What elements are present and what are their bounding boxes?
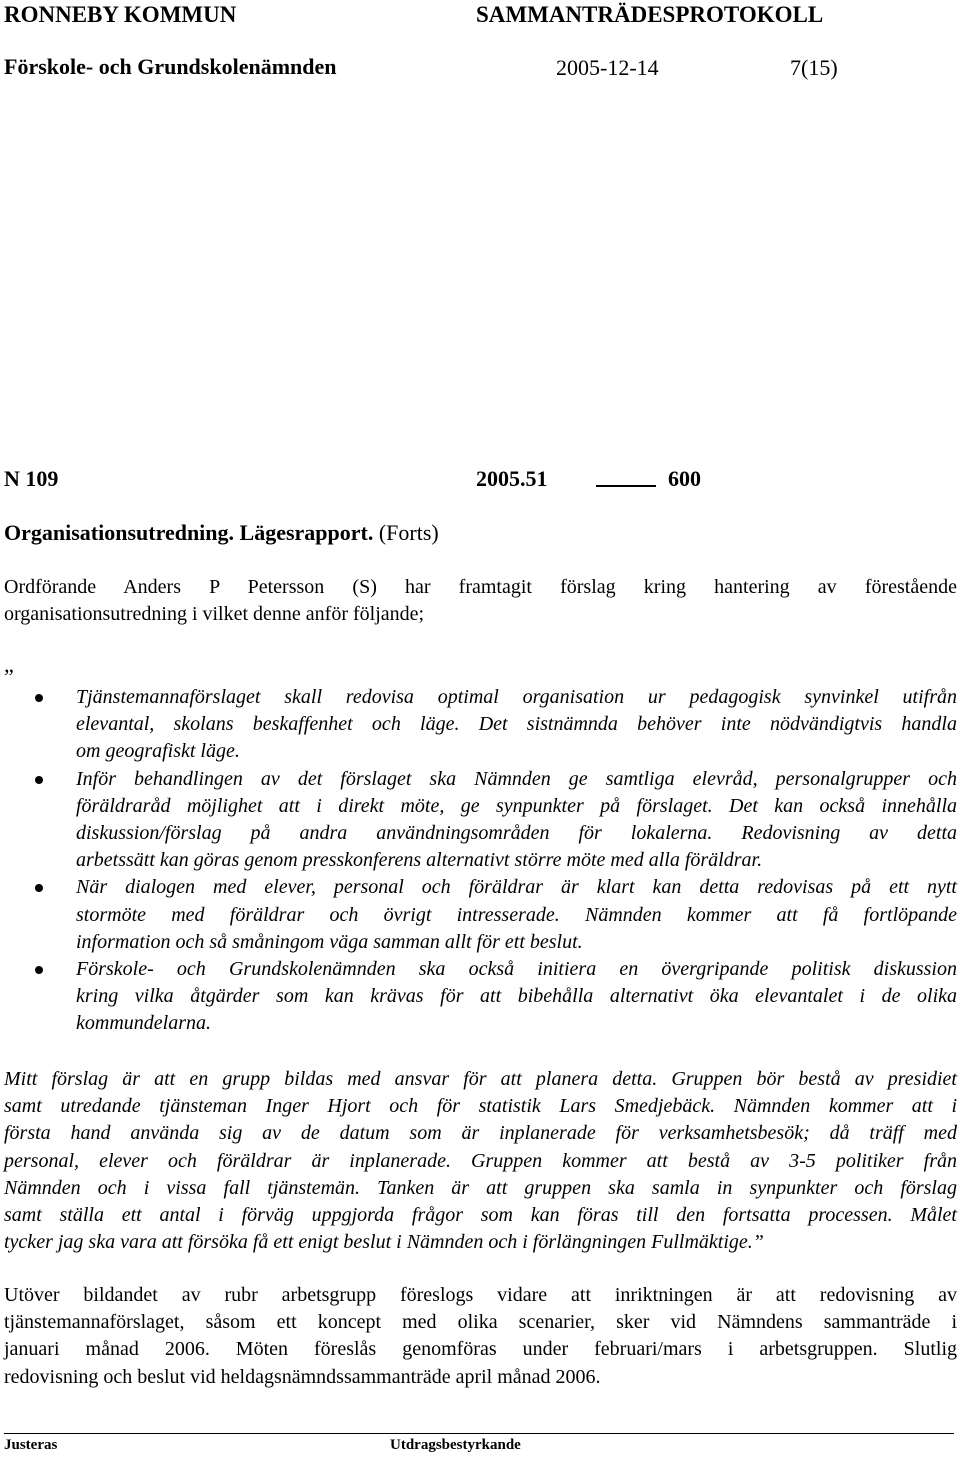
text-line: information och så småningom väga samman allt för ett beslut. <box>76 930 583 953</box>
text-line: organisationsutredning i vilket denne anför följande; <box>4 603 425 626</box>
text-line: första hand använda sig av de datum som är inplanerade för verksamhetsbesök; då träff med <box>4 1122 957 1145</box>
bullet-icon <box>35 776 43 784</box>
bullet-item <box>0 766 957 875</box>
municipality-name: RONNEBY KOMMUN <box>4 2 237 27</box>
text-line: samt utredande tjänsteman Inger Hjort och för statistik Lars Smedjebäck. Nämnden kommer att i <box>4 1095 957 1118</box>
meeting-date: 2005-12-14 <box>556 55 659 80</box>
section-code: 600 <box>668 466 701 491</box>
intro-paragraph <box>4 574 957 628</box>
text-line: tycker jag ska vara att försöka få ett enigt beslut i Nämnden och i förlängningen Fullmäktige.” <box>4 1231 764 1254</box>
closing-paragraph <box>4 1282 957 1391</box>
text-line: kring vilka åtgärder som kan krävas för att bibehålla alternativt öka elevantalet i de olika <box>76 985 957 1008</box>
bullet-icon <box>35 884 43 892</box>
text-line: om geografiskt läge. <box>76 740 240 763</box>
text-line: Ordförande Anders P Petersson (S) har framtagit förslag kring hantering av förestående <box>4 576 957 598</box>
bullet-item <box>0 956 957 1038</box>
text-line: elevantal, skolans beskaffenhet och läge. Det sistnämnda behöver inte nödvändigtvis handla <box>76 713 957 736</box>
text-line: arbetssätt kan göras genom presskonferens alternativt större möte med alla föräldrar. <box>76 849 763 872</box>
bullet-icon <box>35 966 43 974</box>
open-quote: „ <box>4 652 14 677</box>
bullet-list <box>0 684 960 1037</box>
section-number: N 109 <box>4 466 59 491</box>
board-name: Förskole- och Grundskolenämnden <box>4 54 337 79</box>
protocol-type: SAMMANTRÄDESPROTOKOLL <box>476 2 824 27</box>
footer-divider <box>4 1433 954 1434</box>
text-line: Mitt förslag är att en grupp bildas med ansvar för att planera detta. Gruppen bör bestå av presidiet <box>4 1068 957 1090</box>
text-line: diskussion/förslag på andra användningsområden för lokalerna. Redovisning av detta <box>76 821 957 844</box>
section-title-forts: (Forts) <box>378 520 439 545</box>
justeras-label: Justeras <box>4 1437 58 1453</box>
text-line: stormöte med föräldrar och övrigt intresserade. Nämnden kommer att få fortlöpande <box>76 903 957 926</box>
text-line: Inför behandlingen av det förslaget ska Nämnden ge samtliga elevråd, personalgrupper och <box>76 767 957 790</box>
section-title <box>4 520 439 546</box>
text-line: Nämnden och i vissa fall tjänstemän. Tanken är att gruppen ska samla in synpunkter och förslag <box>4 1176 957 1199</box>
page-number: 7(15) <box>790 55 838 80</box>
text-line: redovisning och beslut vid heldagsnämndssammanträde april månad 2006. <box>4 1365 601 1388</box>
diary-number: 2005.51 <box>476 466 548 491</box>
text-line: tjänstemannaförslaget, såsom ett koncept med olika scenarier, sker vid Nämndens sammanträde i <box>4 1311 957 1334</box>
bullet-item <box>0 684 957 766</box>
text-line: januari månad 2006. Möten föreslås genomföras under februari/mars i arbetsgruppen. Slutlig <box>4 1338 957 1361</box>
text-line: Förskole- och Grundskolenämnden ska också initiera en övergripande politisk diskussion <box>76 957 957 980</box>
proposal-paragraph <box>4 1066 957 1256</box>
bullet-icon <box>35 694 43 702</box>
bullet-item <box>0 874 957 956</box>
text-line: personal, elever och föräldrar är inplanerade. Gruppen kommer att bestå av 3-5 politiker från <box>4 1149 957 1172</box>
text-line: kommundelarna. <box>76 1012 211 1035</box>
text-line: samt ställa ett antal i förväg uppgjorda frågor som kan föras till den fortsatta processen. Målet <box>4 1203 957 1226</box>
text-line: När dialogen med elever, personal och föräldrar är klart kan detta redovisas på ett nytt <box>76 876 957 899</box>
text-line: Tjänstemannaförslaget skall redovisa optimal organisation ur pedagogisk synvinkel utifrån <box>76 686 957 708</box>
text-line: Utöver bildandet av rubr arbetsgrupp föreslogs vidare att inriktningen är att redovisning av <box>4 1284 957 1306</box>
dash-separator <box>596 485 656 487</box>
text-line: föräldraråd möjlighet att i direkt möte, ge synpunkter på förslaget. Det kan också innehålla <box>76 794 957 817</box>
section-title-main: Organisationsutredning. Lägesrapport. <box>4 520 374 545</box>
utdragsbestyrkande-label: Utdragsbestyrkande <box>390 1437 521 1453</box>
